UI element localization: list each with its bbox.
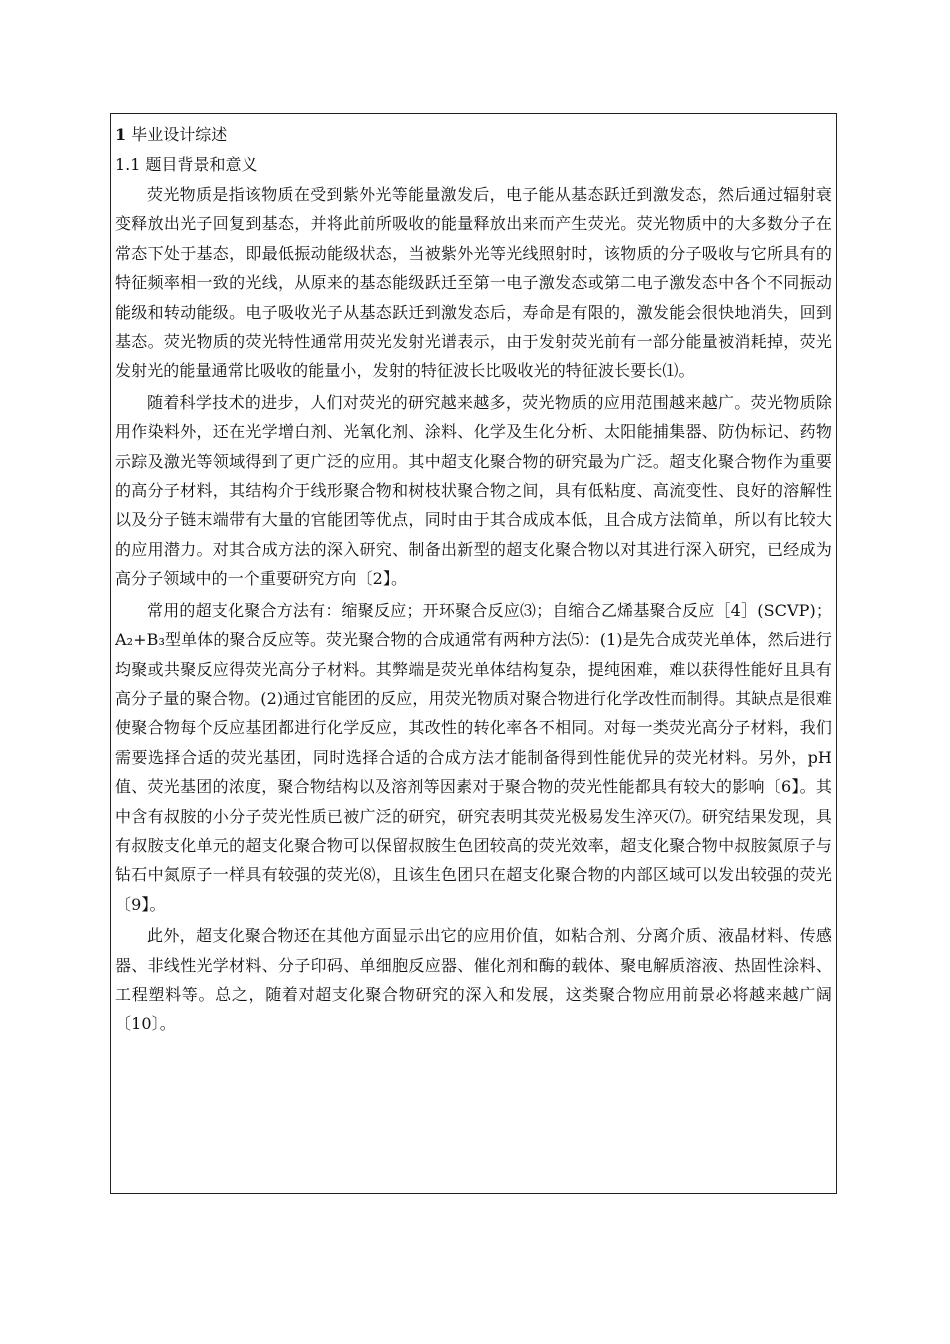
paragraph-2: 随着科学技术的进步，人们对荧光的研究越来越多，荧光物质的应用范围越来越广。荧光物质除用作染料外，还在光学增白剂、光氧化剂、涂料、化学及生化分析、太阳能捕集器、防伪标记、药物示踪及激光等领域得到了更广泛的应用。其中超支化聚合物的研究最为广泛。超支化聚合物作为重要的高分子材料，其结构介于线形聚合物和树枝状聚合物之间，具有低粘度、高流变性、良好的溶解性以及分子链末端带有大量的官能团等优点，同时由于其合成成本低，且合成方法简单，所以有比较大的应用潜力。对其合成方法的深入研究、制备出新型的超支化聚合物以对其进行深入研究，已经成为高分子领域中的一个重要研究方向〔2】。 [115, 392, 832, 589]
section-title: 毕业设计综述 [131, 125, 228, 144]
paragraph-3: 常用的超支化聚合方法有：缩聚反应；开环聚合反应⑶；自缩合乙烯基聚合反应［4］(SCVP)；A₂+B₃型单体的聚合反应等。荧光聚合物的合成通常有两种方法⑸：(1)是先合成荧光单体，然后进行均聚或共聚反应得荧光高分子材料。其弊端是荧光单体结构复杂，提纯困难，难以获得性能好且具有高分子量的聚合物。(2)通过官能团的反应，用荧光物质对聚合物进行化学改性而制得。其缺点是很难使聚合物每个反应基团都进行化学反应，其改性的转化率各不相同。对每一类荧光高分子材料，我们需要选择合适的荧光基团，同时选择合适的合成方法才能制备得到性能优异的荧光材料。另外，pH值、荧光基团的浓度，聚合物结构以及溶剂等因素对于聚合物的荧光性能都具有较大的影响〔6】。其中含有叔胺的小分子荧光性质已被广泛的研究，研究表明其荧光极易发生淬灭⑺。研究结果发现，具有叔胺支化单元的超支化聚合物可以保留叔胺生色团较高的荧光效率，超支化聚合物中叔胺氮原子与钻石中氮原子一样具有较强的荧光⑻，且该生色团只在超支化聚合物的内部区域可以发出较强的荧光〔9】。 [115, 600, 833, 914]
paragraph-1: 荧光物质是指该物质在受到紫外光等能量激发后，电子能从基态跃迁到激发态，然后通过辐射衰变释放出光子回复到基态，并将此前所吸收的能量释放出来而产生荧光。荧光物质中的大多数分子在常态下处于基态，即最低振动能级状态，当被紫外光等光线照射时，该物质的分子吸收与它所具有的特征频率相一致的光线，从原来的基态能级跃迁至第一电子激发态或第二电子激发态中各个不同振动能级和转动能级。电子吸收光子从基态跃迁到激发态后，寿命是有限的，激发能会很快地消失，回到基态。荧光物质的荧光特性通常用荧光发射光谱表示，由于发射荧光前有一部分能量被消耗掉，荧光发射光的能量通常比吸收的能量小，发射的特征波长比吸收光的特征波长要长⑴。 [115, 185, 832, 381]
section-number: 1 [115, 125, 127, 144]
subsection-heading: 1.1 题目背景和意义 [115, 155, 258, 174]
section-heading [115, 120, 832, 150]
document-frame [110, 113, 837, 1194]
paragraph-4: 此外，超支化聚合物还在其他方面显示出它的应用价值，如粘合剂、分离介质、液晶材料、传感器、非线性光学材料、分子印码、单细胞反应器、催化剂和酶的载体、聚电解质溶液、热固性涂料、工程塑料等。总之，随着对超支化聚合物研究的深入和发展，这类聚合物应用前景必将越来越广阔〔10〕。 [115, 926, 832, 1034]
